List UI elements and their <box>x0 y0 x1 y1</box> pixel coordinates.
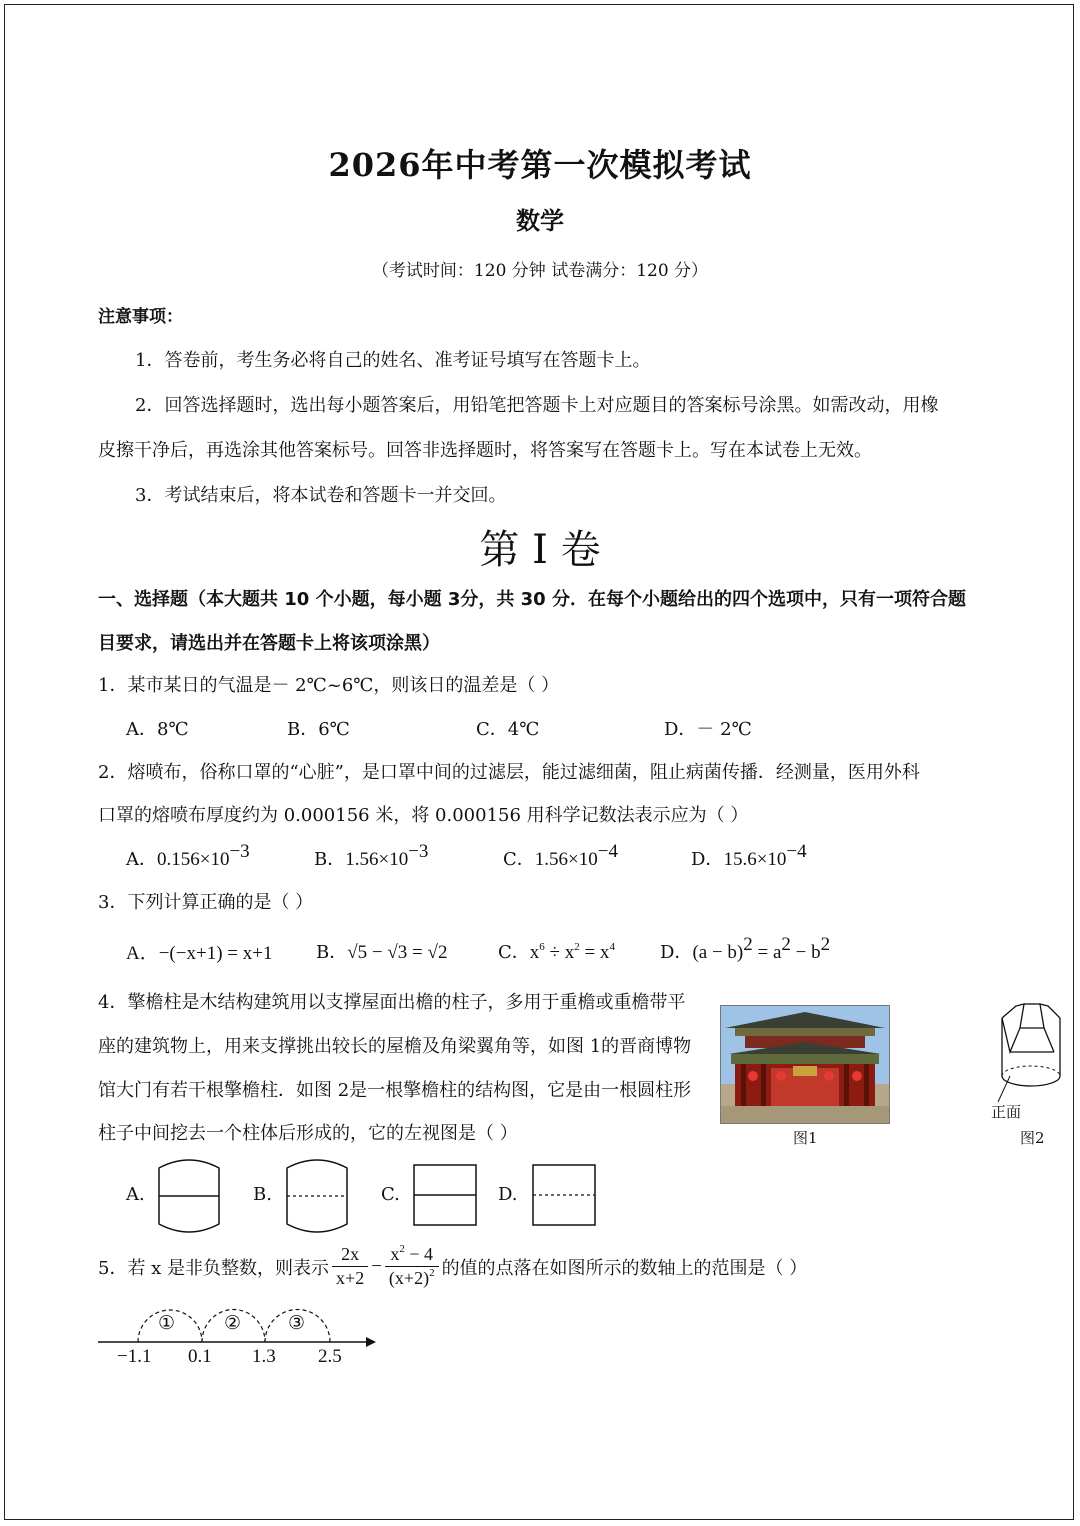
question-2-line-2: 口罩的熔喷布厚度约为 0.000156 米，将 0.000156 用科学记数法表示应为（ ） <box>98 805 749 826</box>
number-line-region-3: ③ <box>288 1312 306 1334</box>
question-3-option-d: D．$(a - b)^2 = a^2 - b^2$ <box>660 934 831 963</box>
number-line-tick-1: −1.1 <box>117 1346 152 1367</box>
question-4-option-c-label: C. <box>381 1184 400 1205</box>
question-3-option-c: C．$x^6 \div x^2 = x^4$ <box>498 941 615 963</box>
question-2-option-b: B．$1.56\times 10^{-3}$ <box>314 841 429 870</box>
number-line-tick-3: 1.3 <box>252 1346 276 1367</box>
question-1-option-c: C．4℃ <box>476 719 540 740</box>
exam-title: 2026年中考第一次模拟考试 <box>328 146 752 184</box>
number-line-tick-2: 0.1 <box>188 1346 212 1367</box>
fraction-1: $\frac{2x}{x+2}$ <box>332 1244 368 1289</box>
question-4-option-b-figure <box>286 1154 348 1238</box>
question-1-stem: 1．某市某日的气温是－ 2℃~6℃，则该日的温差是（ ） <box>98 675 560 696</box>
question-2-option-a: A．$0.156\times 10^{-3}$ <box>126 841 250 870</box>
question-1-option-d: D．－ 2℃ <box>664 719 752 740</box>
number-line-tick-4: 2.5 <box>318 1346 342 1367</box>
question-4-line-1: 4．擎檐柱是木结构建筑用以支撑屋面出檐的柱子，多用于重檐或重檐带平 <box>98 992 686 1013</box>
question-4-option-b-label: B. <box>253 1184 272 1205</box>
section-1-line-2: 目要求，请选出并在答题卡上将该项涂黑） <box>98 633 440 654</box>
figure-1-caption: 图1 <box>793 1129 818 1147</box>
notice-item-1: 1．答卷前，考生务必将自己的姓名、准考证号填写在答题卡上。 <box>135 350 651 371</box>
question-4-line-2: 座的建筑物上，用来支撑挑出较长的屋檐及角梁翼角等，如图 1的晋商博物 <box>98 1036 692 1057</box>
notice-item-3: 3．考试结束后，将本试卷和答题卡一并交回。 <box>135 485 507 506</box>
number-line-region-1: ① <box>158 1312 176 1334</box>
question-4-option-a-figure <box>158 1154 220 1238</box>
question-1-option-b: B．6℃ <box>287 719 350 740</box>
number-line-region-2: ② <box>224 1312 242 1334</box>
notice-item-2-line-1: 2．回答选择题时，选出每小题答案后，用铅笔把答题卡上对应题目的答案标号涂黑。如需改动，用橡 <box>135 395 939 416</box>
figure-2-caption: 图2 <box>1020 1129 1045 1147</box>
question-4-option-d-figure <box>532 1164 596 1226</box>
question-4-option-a-label: A. <box>126 1184 145 1205</box>
notice-heading: 注意事项： <box>98 307 183 327</box>
section-1-line-1: 一、选择题（本大题共 10 个小题，每小题 3分，共 30 分．在每个小题给出的四个选项中，只有一项符合题 <box>98 589 966 610</box>
question-4-line-3: 馆大门有若干根擎檐柱．如图 2是一根擎檐柱的结构图，它是由一根圆柱形 <box>98 1080 692 1101</box>
question-3-stem: 3．下列计算正确的是（ ） <box>98 892 314 913</box>
question-3-option-b: B．√5 − √3 = √2 <box>316 942 448 963</box>
exam-subject: 数学 <box>516 206 564 235</box>
question-3-option-a: A．−(−x+1) = x+1 <box>126 943 273 964</box>
figure-2-column-diagram <box>990 998 1070 1108</box>
figure-2-front-label: 正面 <box>991 1103 1022 1121</box>
question-4-option-d-label: D. <box>498 1184 518 1205</box>
part-title: 第 I 卷 <box>479 527 601 573</box>
question-2-option-d: D．$15.6\times 10^{-4}$ <box>691 841 807 870</box>
fraction-2: $\frac{x^2 - 4}{(x+2)^2}$ <box>385 1244 439 1289</box>
question-4-line-4: 柱子中间挖去一个柱体后形成的，它的左视图是（ ） <box>98 1123 518 1144</box>
question-4-option-c-figure <box>413 1164 477 1226</box>
figure-1-museum-gate-photo <box>720 1005 890 1124</box>
question-2-option-c: C．$1.56\times 10^{-4}$ <box>503 841 618 870</box>
question-1-option-a: A．8℃ <box>126 719 189 740</box>
notice-item-2-line-2: 皮擦干净后，再选涂其他答案标号。回答非选择题时，将答案写在答题卡上。写在本试卷上无效。 <box>98 440 872 461</box>
question-2-line-1: 2．熔喷布，俗称口罩的“心脏”，是口罩中间的过滤层，能过滤细菌，阻止病菌传播．经测量，医用外科 <box>98 762 920 783</box>
question-5-stem: 5．若 x 是非负整数，则表示 $\frac{2x}{x+2}$ − $\frac{x^2 - 4}{(x+2)^2}$ 的值的点落在如图所示的数轴上的范围是（ ） <box>98 1243 808 1288</box>
exam-time-info: （考试时间：120 分钟 试卷满分：120 分） <box>371 261 709 281</box>
